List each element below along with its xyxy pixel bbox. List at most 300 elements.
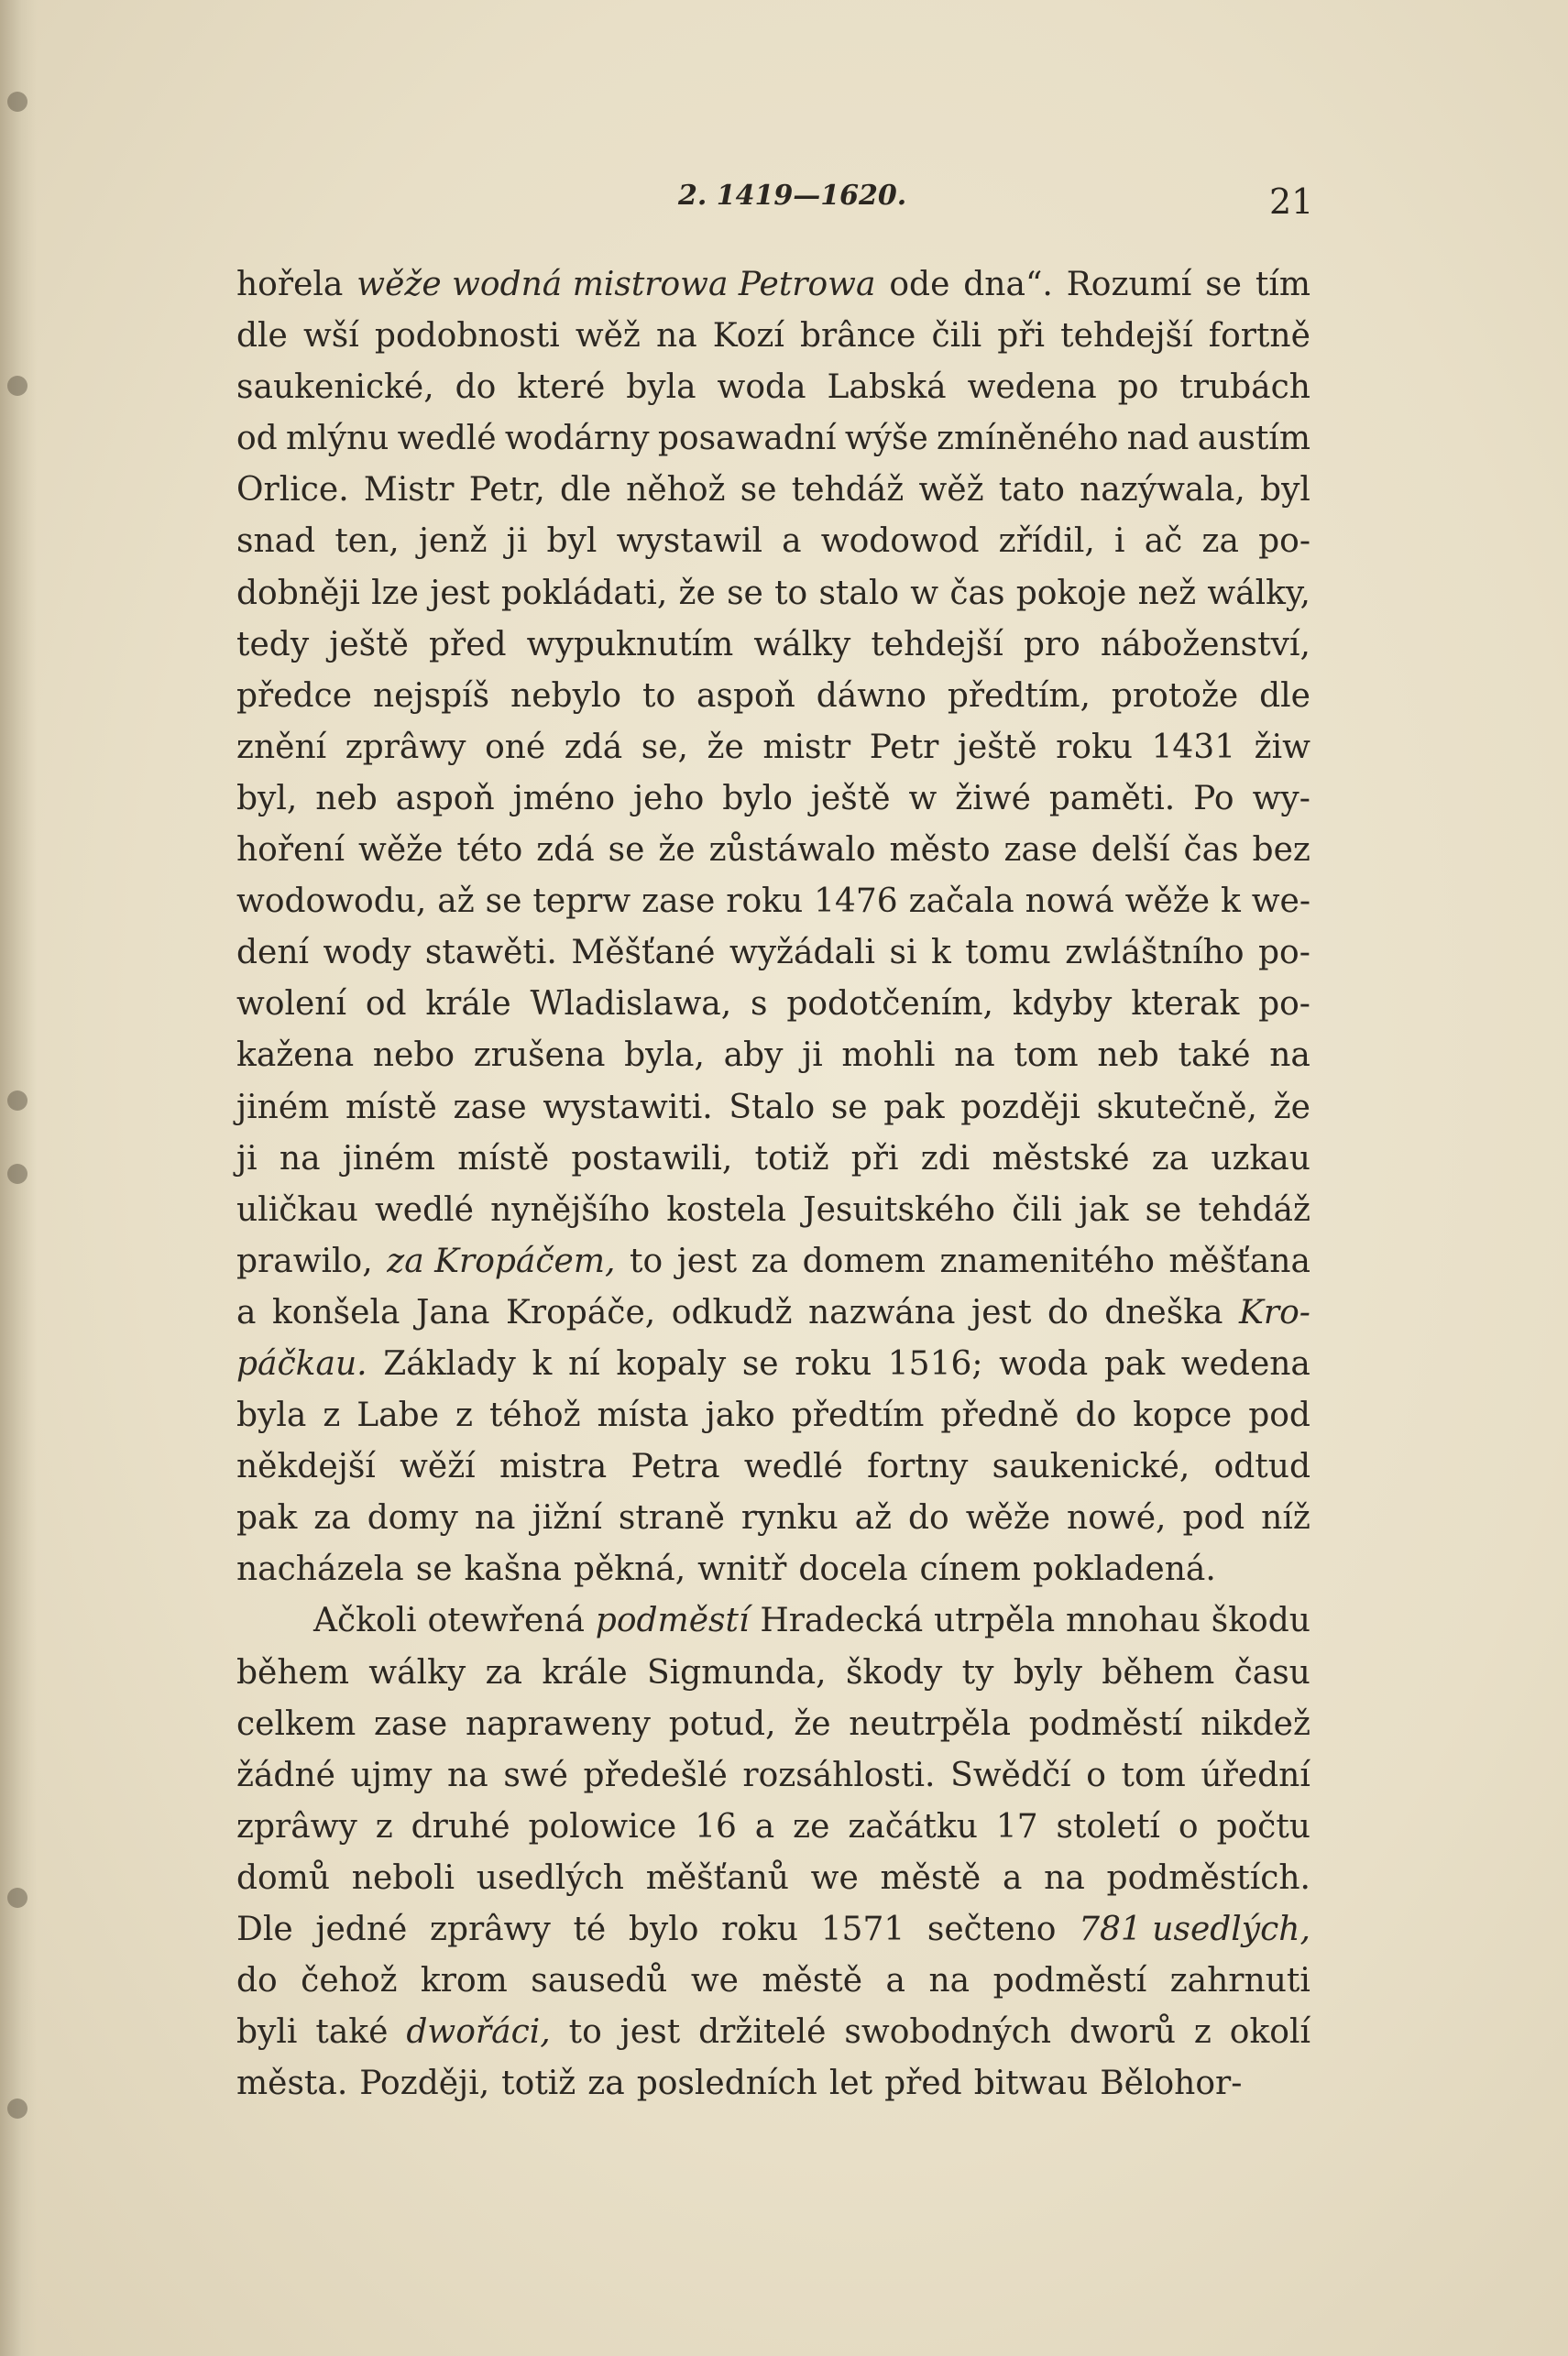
word: zase xyxy=(1003,831,1078,870)
binding-stain xyxy=(7,376,27,396)
word: wší xyxy=(302,317,359,356)
word: wěže xyxy=(965,1499,1051,1538)
text-line xyxy=(236,1185,1310,1236)
word: pak xyxy=(883,1088,945,1126)
word: za xyxy=(313,1499,351,1538)
word: před xyxy=(884,2065,962,2103)
word: nowá xyxy=(1025,882,1114,921)
word: Bělohor- xyxy=(1100,2065,1243,2103)
text-line xyxy=(236,1134,1310,1185)
word: z xyxy=(323,1397,341,1435)
word: zdi xyxy=(920,1139,970,1178)
word: polowice xyxy=(528,1807,677,1846)
word: a xyxy=(782,522,802,561)
binding-edge xyxy=(0,0,37,2356)
word: čas xyxy=(949,574,1005,612)
word: od xyxy=(365,985,407,1024)
text-line xyxy=(236,1390,1310,1441)
binding-stain xyxy=(7,1164,27,1184)
word: od xyxy=(236,420,278,458)
word: wýše xyxy=(844,420,928,458)
word: wěže xyxy=(1124,882,1211,921)
word: náboženství, xyxy=(1100,625,1310,663)
word: jiném xyxy=(342,1139,436,1178)
word: hořela xyxy=(236,266,344,303)
word: krále xyxy=(425,985,511,1024)
word: kašna xyxy=(464,1551,562,1589)
word: we- xyxy=(1251,882,1310,921)
word: čili xyxy=(931,317,982,356)
word: roku xyxy=(1056,728,1133,766)
word: škodu xyxy=(1211,1602,1310,1640)
word: níž xyxy=(1261,1499,1310,1538)
word: čehož xyxy=(301,1962,398,2000)
word: pěkná, xyxy=(573,1551,686,1589)
word: sečteno xyxy=(927,1911,1057,1948)
word: zdá xyxy=(564,728,623,766)
word: prawilo, xyxy=(236,1242,373,1280)
binding-stain xyxy=(7,2098,27,2119)
word: posledních xyxy=(636,2065,817,2103)
word: aspoň xyxy=(395,779,495,817)
word: 1476 xyxy=(814,882,898,921)
word: že xyxy=(658,831,696,870)
word: dle xyxy=(236,317,288,356)
word: aspoň xyxy=(696,676,795,715)
word: postawili, xyxy=(571,1139,733,1178)
word: měšťana xyxy=(1168,1242,1310,1280)
word: o xyxy=(1178,1807,1199,1846)
word: swobodných xyxy=(844,2013,1052,2052)
word: wedena xyxy=(967,368,1097,407)
text-line xyxy=(236,465,1310,516)
word: pak xyxy=(236,1499,298,1538)
word: to xyxy=(641,676,676,715)
text-line xyxy=(236,722,1310,773)
word: po- xyxy=(1258,934,1310,972)
word: wyžádali xyxy=(729,934,876,972)
binding-stain xyxy=(7,92,27,112)
word: k xyxy=(930,934,951,972)
word: tehdáž xyxy=(1198,1190,1310,1229)
text-line xyxy=(236,979,1310,1030)
word: byl xyxy=(546,522,598,561)
word: ten, xyxy=(334,522,400,561)
word: jako xyxy=(705,1397,775,1435)
word: paměti. xyxy=(1048,779,1176,817)
word: do xyxy=(1047,1293,1089,1331)
word: kdyby xyxy=(1012,985,1113,1024)
word: ní xyxy=(567,1344,600,1383)
word: Kro- xyxy=(1239,1293,1310,1331)
text-line xyxy=(236,1699,1310,1750)
word: něhož xyxy=(626,471,726,510)
word: ještě xyxy=(957,728,1037,766)
word: domů xyxy=(236,1858,331,1897)
word: o xyxy=(1086,1756,1106,1794)
word: roku xyxy=(726,882,804,921)
text-line xyxy=(236,1236,1310,1288)
word: po- xyxy=(1258,522,1310,561)
word: jest xyxy=(430,574,490,612)
word: 16 xyxy=(695,1807,737,1846)
word: fortny xyxy=(867,1448,969,1486)
word: teprw xyxy=(532,882,631,921)
word: a xyxy=(1002,1858,1023,1897)
word: docela xyxy=(798,1551,908,1589)
word: z xyxy=(455,1397,473,1435)
word: městě xyxy=(762,1962,863,2000)
word: a xyxy=(236,1293,257,1331)
word: držitelé xyxy=(698,2013,827,2052)
word: Wladislawa, xyxy=(530,985,732,1024)
text-line xyxy=(236,1956,1310,2007)
word: wodárny xyxy=(504,420,650,458)
word: 1431 xyxy=(1151,728,1236,766)
word: saukenické, xyxy=(236,368,434,407)
word: během xyxy=(1102,1653,1215,1692)
text-line xyxy=(236,1648,1310,1699)
word: rozsáhlosti. xyxy=(742,1756,936,1794)
word: pak xyxy=(1103,1344,1166,1383)
word: jak xyxy=(1078,1190,1129,1229)
word: druhé xyxy=(411,1807,510,1846)
word: kterak xyxy=(1131,985,1240,1024)
word: usedlých xyxy=(476,1858,624,1897)
word: bez xyxy=(1252,831,1310,870)
word: we xyxy=(690,1962,739,2000)
word: znamenitého xyxy=(939,1242,1155,1280)
word: podměstích. xyxy=(1106,1858,1310,1897)
binding-stain xyxy=(7,1090,27,1111)
word: Labe xyxy=(356,1397,440,1435)
word: se xyxy=(1205,266,1242,303)
word: kopce xyxy=(1133,1397,1233,1435)
word: to xyxy=(630,1242,663,1280)
word: místa xyxy=(597,1397,689,1435)
word: brânce xyxy=(799,317,916,356)
word: jiném xyxy=(236,1088,330,1126)
word: tehdejší xyxy=(1060,317,1193,356)
word: pokladená. xyxy=(1032,1551,1216,1589)
word: w xyxy=(910,574,939,612)
word: podměstí xyxy=(595,1602,750,1640)
word: k xyxy=(532,1344,553,1383)
word: bitwau xyxy=(973,2065,1089,2103)
word: také xyxy=(1178,1036,1251,1075)
text-line xyxy=(236,825,1310,876)
word: dle xyxy=(560,471,611,510)
word: tím xyxy=(1255,266,1310,303)
word: žádné xyxy=(236,1756,335,1794)
text-line xyxy=(236,927,1310,979)
word: zprâwy xyxy=(236,1807,357,1846)
text-line xyxy=(236,311,1310,362)
word: wedlé xyxy=(397,420,497,458)
word: z xyxy=(1193,2013,1212,2052)
word: po- xyxy=(1258,985,1310,1024)
word: oné xyxy=(485,728,546,766)
word: také xyxy=(315,2013,389,2052)
word: dení xyxy=(236,934,310,972)
word: wálky, xyxy=(1207,574,1310,612)
text-line xyxy=(236,1904,1310,1956)
word: mnohau xyxy=(1066,1602,1201,1640)
word: ji xyxy=(236,1139,258,1178)
text-line xyxy=(236,773,1310,825)
word: dle xyxy=(1259,676,1310,715)
word: na xyxy=(474,1499,516,1538)
word: zprâwy xyxy=(429,1911,551,1948)
word: jenž xyxy=(418,522,488,561)
page-header xyxy=(0,180,1568,225)
word: austím xyxy=(1197,420,1310,458)
word: let xyxy=(828,2065,873,2103)
word: mlýnu xyxy=(285,420,389,458)
word: ujmy xyxy=(350,1756,433,1794)
word: znění xyxy=(236,728,327,766)
word: lze xyxy=(371,574,419,612)
word: stalo xyxy=(818,574,900,612)
text-line xyxy=(236,1082,1310,1134)
word: aby xyxy=(723,1036,784,1075)
word: počtu xyxy=(1216,1807,1310,1846)
word: posawadní xyxy=(657,420,837,458)
word: tom xyxy=(1014,1036,1079,1075)
word: utrpěla xyxy=(934,1602,1056,1640)
word: Ačkoli xyxy=(313,1602,417,1640)
word: Měšťané xyxy=(571,934,716,972)
text-line xyxy=(236,2007,1310,2058)
word: kopaly xyxy=(616,1344,727,1383)
word: ji xyxy=(506,522,528,561)
word: tehdejší xyxy=(871,625,1003,663)
word: w xyxy=(908,779,938,817)
word: wodowodu, xyxy=(236,882,427,921)
text-line xyxy=(236,671,1310,722)
word: pod xyxy=(1182,1499,1245,1538)
page-number: 21 xyxy=(1269,181,1314,222)
text-line xyxy=(236,1595,1310,1647)
word: někdejší xyxy=(236,1448,376,1486)
word: mohli xyxy=(841,1036,936,1075)
text-line xyxy=(236,413,1310,465)
word: Rozumí xyxy=(1066,266,1192,303)
word: města. xyxy=(236,2065,348,2103)
word: ty xyxy=(961,1653,994,1692)
word: neutrpěla xyxy=(849,1704,1011,1743)
word: tato xyxy=(998,471,1065,510)
word: byla, xyxy=(624,1036,705,1075)
word: podměstí xyxy=(1028,1704,1183,1743)
word: nacházela xyxy=(236,1551,404,1589)
binding-stain xyxy=(7,1888,27,1908)
word: z xyxy=(375,1807,393,1846)
word: do xyxy=(908,1499,949,1538)
word: i xyxy=(1114,522,1125,561)
text-line xyxy=(236,1544,1310,1595)
word: neb xyxy=(315,779,378,817)
word: se, xyxy=(641,728,689,766)
word: podotčením, xyxy=(786,985,993,1024)
word: za xyxy=(1151,1139,1190,1178)
word: neboli xyxy=(351,1858,455,1897)
word: jeho xyxy=(633,779,705,817)
word: hoření xyxy=(236,831,345,870)
word: bylo xyxy=(722,779,793,817)
word: krom xyxy=(420,1962,508,2000)
word: do xyxy=(236,1962,278,2000)
text-line xyxy=(236,2058,1310,2109)
word: skutečně, xyxy=(1096,1088,1257,1126)
word: totiž xyxy=(501,2065,576,2103)
word: městské xyxy=(992,1139,1130,1178)
word: za xyxy=(1201,522,1239,561)
text-line xyxy=(236,1030,1310,1081)
word: 1571 xyxy=(820,1911,905,1948)
word: Petr xyxy=(869,728,939,766)
word: že xyxy=(794,1704,831,1743)
word: pro xyxy=(1023,625,1080,663)
word: ji xyxy=(802,1036,823,1075)
word: se xyxy=(608,831,645,870)
word: bylo xyxy=(628,1911,699,1948)
word: na xyxy=(279,1139,321,1178)
word: Petra xyxy=(630,1448,720,1486)
word: se xyxy=(830,1088,868,1126)
word: že xyxy=(678,574,716,612)
word: byla xyxy=(236,1397,307,1435)
word: té xyxy=(573,1911,607,1948)
word: 1516; xyxy=(887,1344,983,1383)
word: město xyxy=(889,831,991,870)
word: byl, xyxy=(236,779,298,817)
word: se xyxy=(727,574,763,612)
word: odkudž xyxy=(671,1293,793,1331)
word: byli xyxy=(236,2013,298,2052)
word: zwláštního xyxy=(1065,934,1245,972)
word: wěž xyxy=(575,317,641,356)
word: zrušena xyxy=(473,1036,606,1075)
word: wodowod xyxy=(820,522,980,561)
text-line xyxy=(236,1441,1310,1493)
word: mistra xyxy=(499,1448,608,1486)
word: dobněji xyxy=(236,574,360,612)
word: pokládati, xyxy=(500,574,668,612)
word: wedlé xyxy=(374,1190,474,1229)
word: tehdáž xyxy=(791,471,905,510)
word: stawěti. xyxy=(424,934,557,972)
word: zprâwy xyxy=(345,728,466,766)
word: dáwno xyxy=(816,676,927,715)
word: před xyxy=(428,625,507,663)
word: uličkau xyxy=(236,1190,358,1229)
word: místě xyxy=(345,1088,437,1126)
word: zmíněného xyxy=(937,420,1119,458)
word: byl xyxy=(1260,471,1310,510)
word: škody xyxy=(845,1653,943,1692)
word: straně xyxy=(618,1499,725,1538)
word: místě xyxy=(457,1139,550,1178)
word: se xyxy=(1145,1190,1182,1229)
word: wěží xyxy=(400,1448,476,1486)
word: podměstí xyxy=(992,1962,1147,2000)
word: byla xyxy=(626,368,696,407)
word: do xyxy=(1075,1397,1117,1435)
word: wedena xyxy=(1180,1344,1310,1383)
word: za xyxy=(587,2065,625,2103)
word: Jana xyxy=(415,1293,490,1331)
word: sausedů xyxy=(531,1962,668,2000)
word: nejspíš xyxy=(372,676,490,715)
text-line xyxy=(236,876,1310,927)
word: dwořáci, xyxy=(406,2013,551,2052)
word: jedné xyxy=(315,1911,408,1948)
word: zůstáwalo xyxy=(708,831,876,870)
word: 781 usedlých, xyxy=(1079,1911,1310,1948)
word: které xyxy=(517,368,606,407)
word: ještě xyxy=(329,625,409,663)
word: wolení xyxy=(236,985,347,1024)
word: nazýwala, xyxy=(1080,471,1245,510)
word: woda xyxy=(717,368,806,407)
word: wálky xyxy=(368,1653,466,1692)
word: při xyxy=(997,317,1046,356)
word: po xyxy=(1117,368,1159,407)
word: trubách xyxy=(1179,368,1310,407)
word: jest xyxy=(971,1293,1032,1331)
body-text xyxy=(236,259,1310,2109)
word: Stalo xyxy=(729,1088,816,1126)
word: dna“. xyxy=(963,266,1053,303)
word: za xyxy=(751,1242,789,1280)
text-line xyxy=(236,568,1310,619)
word: wystawiti. xyxy=(543,1088,713,1126)
word: wěž xyxy=(918,471,984,510)
word: we xyxy=(810,1858,859,1897)
word: konšela xyxy=(271,1293,400,1331)
word: začátku xyxy=(848,1807,978,1846)
word: jméno xyxy=(512,779,616,817)
word: domy xyxy=(367,1499,458,1538)
word: že xyxy=(1273,1088,1310,1126)
word: wy- xyxy=(1252,779,1310,817)
word: Po xyxy=(1193,779,1234,817)
word: byly xyxy=(1013,1653,1082,1692)
word: 17 xyxy=(995,1807,1038,1846)
word: potud, xyxy=(668,1704,776,1743)
word: Sigmunda, xyxy=(646,1653,827,1692)
word: odtud xyxy=(1213,1448,1310,1486)
word: snad xyxy=(236,522,316,561)
word: roku xyxy=(721,1911,798,1948)
word: pod xyxy=(1248,1397,1310,1435)
word: roku xyxy=(795,1344,872,1383)
word: a xyxy=(754,1807,775,1846)
word: století xyxy=(1056,1807,1160,1846)
word: a xyxy=(885,1962,905,2000)
word: kažena xyxy=(236,1036,355,1075)
word: Swědčí xyxy=(950,1756,1071,1794)
word: Později, xyxy=(359,2065,490,2103)
word: wěže xyxy=(358,831,444,870)
word: zdá xyxy=(536,831,595,870)
word: Jesuitského xyxy=(803,1190,995,1229)
word: Orlice. xyxy=(236,471,349,510)
word: dworů xyxy=(1069,2013,1176,2052)
word: později xyxy=(960,1088,1080,1126)
word: této xyxy=(456,831,523,870)
